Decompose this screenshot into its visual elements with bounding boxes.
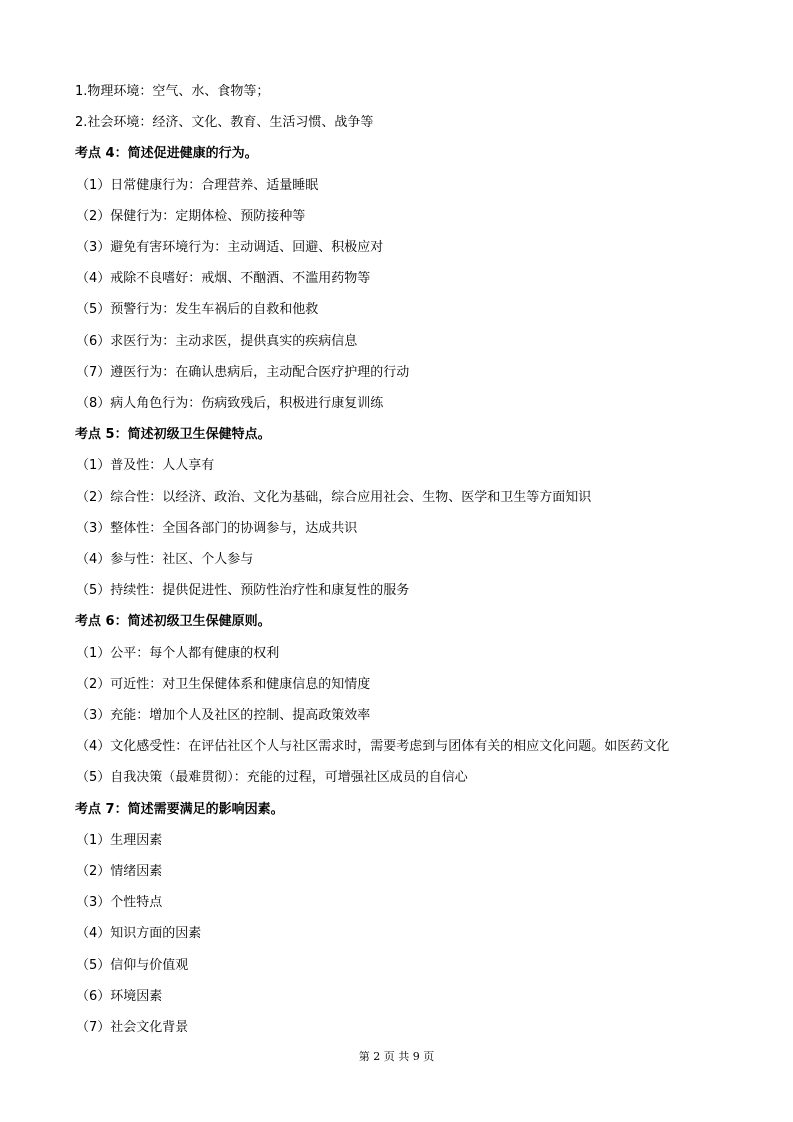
list-item: （1）日常健康行为：合理营养、适量睡眠 (76, 178, 319, 193)
intro-line-1: 1.物理环境：空气、水、食物等； (75, 84, 270, 99)
list-item: （5）持续性：提供促进性、预防性治疗性和康复性的服务 (76, 583, 410, 598)
list-item: （6）求医行为：主动求医，提供真实的疾病信息 (76, 334, 358, 349)
section-heading-7: 考点 7：简述需要满足的影响因素。 (75, 802, 284, 817)
list-item: （2）情绪因素 (76, 864, 163, 879)
section-heading-6: 考点 6：简述初级卫生保健原则。 (75, 614, 271, 629)
list-item: （4）知识方面的因素 (76, 926, 202, 941)
list-item: （2）可近性：对卫生保健体系和健康信息的知情度 (76, 677, 371, 692)
list-item: （3）个性特点 (76, 895, 163, 910)
list-item: （3）充能：增加个人及社区的控制、提高政策效率 (76, 708, 371, 723)
list-item: （8）病人角色行为：伤病致残后，积极进行康复训练 (76, 396, 384, 411)
list-item: （4）文化感受性：在评估社区个人与社区需求时，需要考虑到与团体有关的相应文化问题。如医药文化 (76, 739, 670, 754)
intro-line-2: 2.社会环境：经济、文化、教育、生活习惯、战争等 (75, 115, 374, 130)
list-item: （5）信仰与价值观 (76, 958, 189, 973)
list-item: （3）避免有害环境行为：主动调适、回避、积极应对 (76, 240, 384, 255)
section-heading-4: 考点 4：简述促进健康的行为。 (75, 146, 258, 161)
list-item: （1）生理因素 (76, 833, 163, 848)
list-item: （1）公平：每个人都有健康的权利 (76, 646, 280, 661)
list-item: （5）自我决策（最难贯彻）：充能的过程，可增强社区成员的自信心 (76, 770, 468, 785)
list-item: （2）综合性：以经济、政治、文化为基础，综合应用社会、生物、医学和卫生等方面知识 (76, 490, 592, 505)
list-item: （3）整体性：全国各部门的协调参与，达成共识 (76, 521, 358, 536)
list-item: （4）参与性：社区、个人参与 (76, 552, 254, 567)
list-item: （7）社会文化背景 (76, 1020, 189, 1035)
list-item: （6）环境因素 (76, 989, 163, 1004)
list-item: （7）遵医行为：在确认患病后，主动配合医疗护理的行动 (76, 365, 410, 380)
list-item: （5）预警行为：发生车祸后的自救和他救 (76, 302, 319, 317)
list-item: （1）普及性：人人享有 (76, 458, 215, 473)
page-number-footer: 第 2 页 共 9 页 (358, 1050, 435, 1063)
list-item: （2）保健行为：定期体检、预防接种等 (76, 209, 306, 224)
section-heading-5: 考点 5：简述初级卫生保健特点。 (75, 427, 271, 442)
list-item: （4）戒除不良嗜好：戒烟、不酗酒、不滥用药物等 (76, 271, 371, 286)
